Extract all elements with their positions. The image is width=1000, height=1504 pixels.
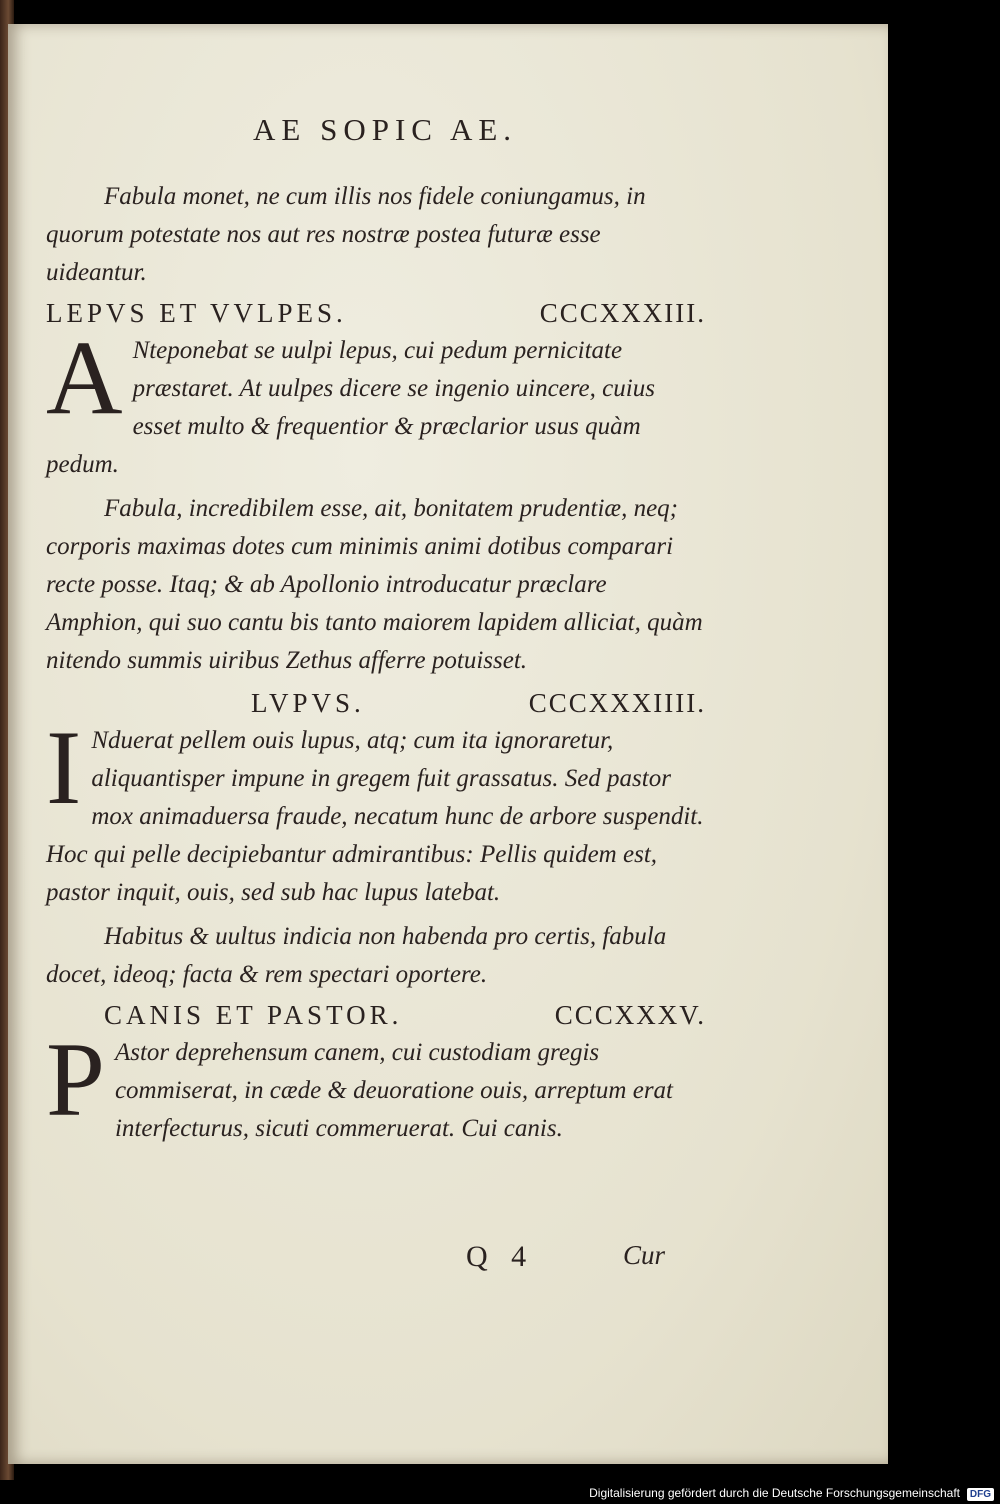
fable-number: CCCXXXV. <box>554 1000 706 1030</box>
catchword: Cur <box>623 1240 666 1270</box>
fable-moral: Fabula, incredibilem esse, ait, bonitatem prudentiæ, neq; corporis maximas dotes cum minimis animi dotibus comparari recte posse. Itaq; & ab Apollonio introducatur præclare Amphion, qui suo cantu bis tanto maiorem lapidem alliciat, quàm nitendo summis uiribus Zethus afferre potuisset. <box>46 495 703 674</box>
fable-heading-canis <box>46 996 706 1034</box>
fable-body <box>46 1021 706 1148</box>
footer-bar <box>0 1480 1000 1504</box>
signature-mark: Q 4 <box>466 1240 535 1273</box>
fable-title: LVPVS. <box>251 688 365 718</box>
initial-letter: A <box>46 319 123 436</box>
initial-letter: P <box>46 1021 105 1138</box>
text-block <box>46 106 706 1148</box>
fable-number: CCCXXXIII. <box>539 298 706 328</box>
initial-letter: I <box>46 709 82 826</box>
dfg-logo-icon: DFG <box>967 1488 994 1501</box>
fable-heading-lupus <box>46 684 706 722</box>
fable-body <box>46 709 706 912</box>
fable-body <box>46 319 706 484</box>
fable-text: Nteponebat se uulpi lepus, cui pedum pernicitate præstaret. At uulpes dicere se ingenio uincere, cuius esset multo & frequentior & præclarior usus quàm pedum. <box>46 337 655 478</box>
fable-text: Astor deprehensum canem, cui custodiam gregis commiserat, in cæde & deuoratione ouis, arreptum erat interfecturus, sicuti commeruerat. Cui canis. <box>114 1039 673 1142</box>
fable-text: Nduerat pellem ouis lupus, atq; cum ita ignoraretur, aliquantisper impune in gregem fuit grassatus. Sed pastor mox animaduersa fraude, necatum hunc de arbore suspendit. Hoc qui pelle decipiebantur admirantibus: Pellis quidem est, pastor inquit, ouis, sed sub hac lupus latebat. <box>46 727 704 906</box>
footer-credit: Digitalisierung gefördert durch die Deutsche Forschungsgemeinschaft <box>589 1486 960 1500</box>
fable-moral: Habitus & uultus indicia non habenda pro certis, fabula docet, ideoq; facta & rem spectari oportere. <box>46 923 667 988</box>
fable-title: LEPVS ET VVLPES. <box>46 298 347 328</box>
running-head: AE SOPIC AE. <box>253 112 518 147</box>
fable-title: CANIS ET PASTOR. <box>104 1000 403 1030</box>
fable-heading-lepus <box>46 294 706 332</box>
book-page <box>8 24 888 1464</box>
moral-paragraph: Fabula monet, ne cum illis nos fidele coniungamus, in quorum potestate nos aut res nostræ postea futuræ esse uideantur. <box>46 183 646 286</box>
fable-number: CCCXXXIIII. <box>528 688 706 718</box>
